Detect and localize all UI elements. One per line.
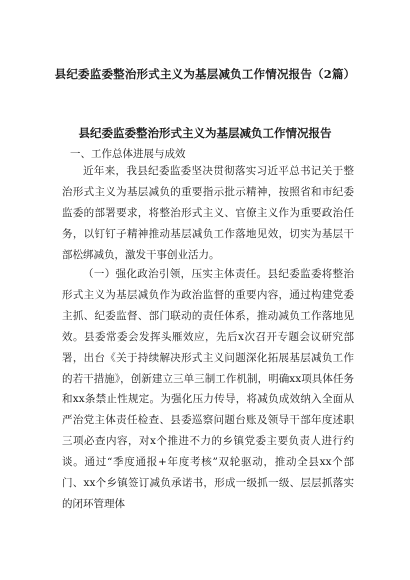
paragraph-2-body: 县纪委监委将整治形式主义为基层减负作为政治监督的重要内容，通过构建党委主抓、纪委监督、部门联动的责任体系，推动减负工作落地见效。县委常委会发挥头雁效应，先后x次召开专题会议研究部署，出台《关于持续解决形式主义问题深化拓展基层减负工作的若干措施》，创新建立三单三制工作机制，明确xx项具体任务和xx条禁止性规定。为强化压力传导，将减负成效纳入全面从严治党主体责任检查、县委巡察问题台账及领导干部年度述职三项必查内容，对x个推进不力的乡镇党委主要负责人进行约谈。通过“季度通报+年度考核”双轮驱动，推动全县xx个部门、xx个乡镇签订减负承诺书，形成一级抓一级、层层抓落实的闭环管理体 [62, 268, 355, 510]
paragraph-2-lead: （一）强化政治引领，压实主体责任。 [83, 268, 268, 280]
paragraph-2 [62, 264, 354, 515]
paragraph-1: 近年来，我县纪委监委坚决贯彻落实习近平总书记关于整治形式主义为基层减负的重要指示批示精神，按照省和市纪委监委的部署要求，将整治形式主义、官僚主义作为重要政治任务，以钉钉子精神推动基层减负工作落地见效，切实为基层干部松绑减负，激发干事创业活力。 [62, 165, 354, 261]
document-title: 县纪委监委整治形式主义为基层减负工作情况报告（2篇） [54, 67, 356, 81]
section-title: 县纪委监委整治形式主义为基层减负工作情况报告 [78, 126, 332, 140]
heading-1: 一、工作总体进展与成效 [70, 148, 186, 160]
